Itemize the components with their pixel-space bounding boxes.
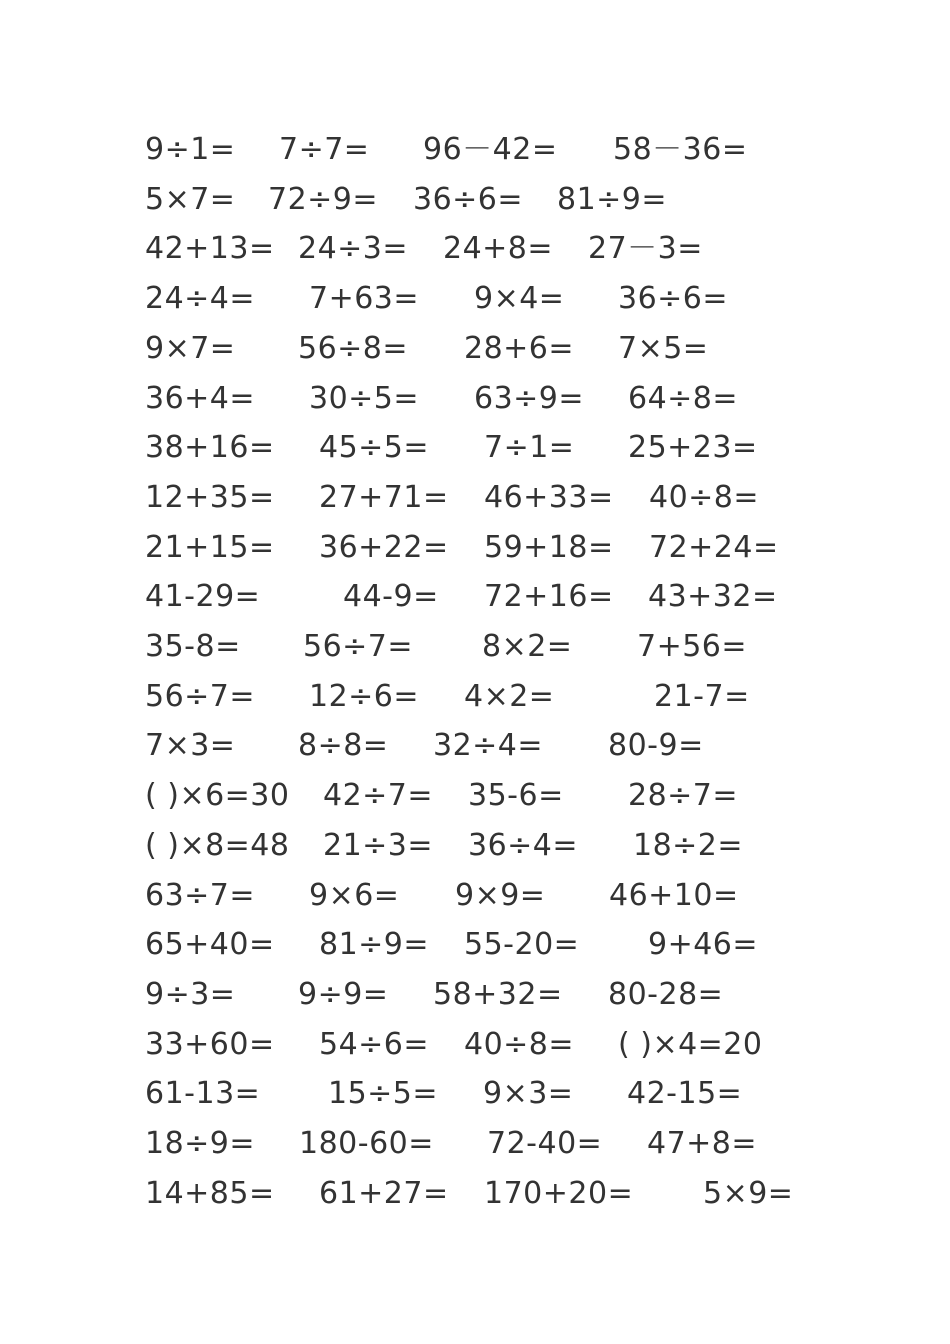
math-problem: 63÷7= bbox=[145, 877, 256, 913]
problem-row bbox=[0, 1176, 950, 1226]
math-problem: 47+8= bbox=[647, 1126, 758, 1161]
math-problem: 4×2= bbox=[464, 678, 555, 714]
math-problem: 96－42= bbox=[423, 132, 558, 167]
math-problem: 44-9= bbox=[343, 579, 439, 615]
math-problem: ( )×4=20 bbox=[618, 1026, 763, 1062]
math-problem: 64÷8= bbox=[628, 380, 739, 416]
math-problem: 24÷3= bbox=[298, 231, 409, 267]
math-problem: 5×9= bbox=[703, 1175, 794, 1211]
problem-row bbox=[0, 182, 950, 232]
math-problem: 72+16= bbox=[484, 579, 614, 615]
math-problem: 27－3= bbox=[588, 231, 703, 267]
problem-row bbox=[0, 480, 950, 530]
problem-row bbox=[0, 132, 950, 182]
math-problem: 41-29= bbox=[145, 579, 261, 615]
problem-row bbox=[0, 927, 950, 977]
math-problem: 72+24= bbox=[649, 529, 779, 565]
math-problem: 61+27= bbox=[319, 1175, 449, 1211]
math-problem: 56÷8= bbox=[298, 330, 409, 366]
math-problem: 7÷7= bbox=[279, 132, 370, 167]
problem-row bbox=[0, 828, 950, 878]
math-problem: 43+32= bbox=[648, 579, 778, 615]
math-problem: 9÷9= bbox=[298, 976, 389, 1012]
math-problem: 61-13= bbox=[145, 1076, 261, 1112]
problem-row bbox=[0, 778, 950, 828]
math-problem: 170+20= bbox=[484, 1175, 634, 1211]
problem-row bbox=[0, 977, 950, 1027]
math-problem: 24+8= bbox=[443, 231, 554, 267]
math-problem: 42÷7= bbox=[323, 778, 434, 814]
math-problem: 35-6= bbox=[468, 778, 564, 814]
problem-row bbox=[0, 530, 950, 580]
math-problem: 7×5= bbox=[618, 330, 709, 366]
math-problem: 18÷2= bbox=[633, 827, 744, 863]
math-problem: 9×9= bbox=[455, 877, 546, 913]
math-problem: 8×2= bbox=[482, 629, 573, 664]
math-problem: 9×3= bbox=[483, 1076, 574, 1112]
math-problem: 42+13= bbox=[145, 231, 275, 267]
math-problem: 38+16= bbox=[145, 430, 275, 466]
math-problem: 7×3= bbox=[145, 728, 236, 764]
problem-row bbox=[0, 430, 950, 480]
math-problem: 9×4= bbox=[474, 281, 565, 317]
math-problem: 27+71= bbox=[319, 479, 449, 515]
math-problem: 9+46= bbox=[648, 927, 759, 963]
math-problem: 81÷9= bbox=[557, 181, 668, 217]
math-problem: 30÷5= bbox=[309, 380, 420, 416]
math-problem: 28+6= bbox=[464, 330, 575, 366]
math-problem: 36÷6= bbox=[618, 281, 729, 317]
problem-row bbox=[0, 579, 950, 629]
math-problem: 25+23= bbox=[628, 430, 758, 466]
math-problem: 9÷1= bbox=[145, 132, 236, 167]
problem-row bbox=[0, 629, 950, 679]
math-problem: 9×6= bbox=[309, 877, 400, 913]
math-problem: 80-28= bbox=[608, 976, 724, 1012]
math-problem: 65+40= bbox=[145, 927, 275, 963]
problem-row bbox=[0, 1126, 950, 1176]
math-problem: 55-20= bbox=[464, 927, 580, 963]
math-problem: 54÷6= bbox=[319, 1026, 430, 1062]
problem-row bbox=[0, 728, 950, 778]
problem-row bbox=[0, 1027, 950, 1077]
math-problem: 7+56= bbox=[637, 629, 748, 664]
math-problem: 8÷8= bbox=[298, 728, 389, 764]
math-problem: 21-7= bbox=[654, 678, 750, 714]
math-problem: 7÷1= bbox=[484, 430, 575, 466]
math-problem: 12+35= bbox=[145, 479, 275, 515]
math-problem: ( )×8=48 bbox=[145, 827, 290, 863]
math-problem: 72÷9= bbox=[268, 181, 379, 217]
math-problem: 33+60= bbox=[145, 1026, 275, 1062]
math-problem: 12÷6= bbox=[309, 678, 420, 714]
problem-row bbox=[0, 231, 950, 281]
math-problem: 18÷9= bbox=[145, 1126, 256, 1161]
math-problem: 36+22= bbox=[319, 529, 449, 565]
math-problem: 14+85= bbox=[145, 1175, 275, 1211]
math-problem: 40÷8= bbox=[649, 479, 760, 515]
math-problem: 56÷7= bbox=[145, 678, 256, 714]
math-problem: 36÷4= bbox=[468, 827, 579, 863]
math-problem: 40÷8= bbox=[464, 1026, 575, 1062]
problem-row bbox=[0, 281, 950, 331]
math-problem: 45÷5= bbox=[319, 430, 430, 466]
math-problem: 81÷9= bbox=[319, 927, 430, 963]
problem-row bbox=[0, 679, 950, 729]
math-problem: 32÷4= bbox=[433, 728, 544, 764]
math-problem: 35-8= bbox=[145, 629, 241, 664]
math-problem: 58+32= bbox=[433, 976, 563, 1012]
problem-row bbox=[0, 1076, 950, 1126]
math-problem: 15÷5= bbox=[328, 1076, 439, 1112]
math-problem: 42-15= bbox=[627, 1076, 743, 1112]
math-problem: 58－36= bbox=[613, 132, 748, 167]
math-problem: 72-40= bbox=[487, 1126, 603, 1161]
math-problem: ( )×6=30 bbox=[145, 778, 290, 814]
math-problem: 80-9= bbox=[608, 728, 704, 764]
math-problem: 36+4= bbox=[145, 380, 256, 416]
math-problem: 9×7= bbox=[145, 330, 236, 366]
problem-row bbox=[0, 381, 950, 431]
math-problem: 63÷9= bbox=[474, 380, 585, 416]
math-problem: 180-60= bbox=[299, 1126, 434, 1161]
math-problem: 9÷3= bbox=[145, 976, 236, 1012]
math-problem: 21÷3= bbox=[323, 827, 434, 863]
math-problem: 21+15= bbox=[145, 529, 275, 565]
math-problem: 46+33= bbox=[484, 479, 614, 515]
math-problem: 24÷4= bbox=[145, 281, 256, 317]
math-problem: 5×7= bbox=[145, 181, 236, 217]
problem-row bbox=[0, 331, 950, 381]
math-problem: 56÷7= bbox=[303, 629, 414, 664]
problem-row bbox=[0, 878, 950, 928]
math-problem: 28÷7= bbox=[628, 778, 739, 814]
math-problem: 7+63= bbox=[309, 281, 420, 317]
math-problem: 59+18= bbox=[484, 529, 614, 565]
math-problem: 36÷6= bbox=[413, 181, 524, 217]
math-problem: 46+10= bbox=[609, 877, 739, 913]
